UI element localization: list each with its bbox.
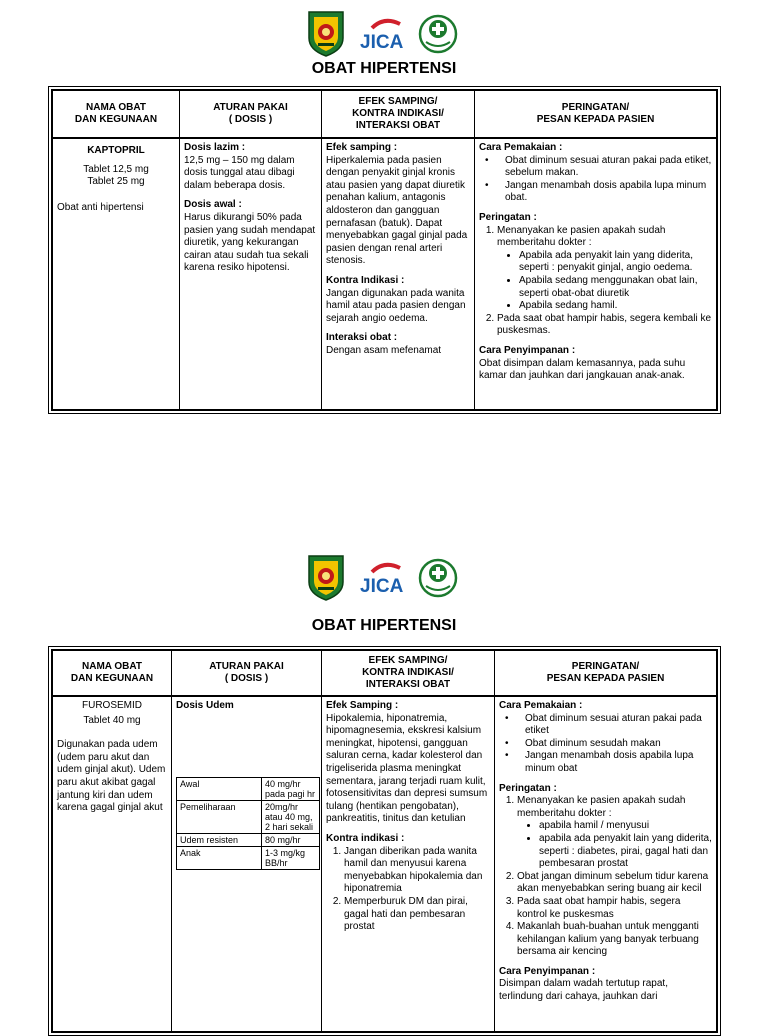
header-line: PERINGATAN/: [571, 661, 640, 672]
list-item: 2. Obat jangan diminum sebelum tidur karena akan menyebabkan sering buang air kecil: [517, 871, 712, 896]
logo-row: [306, 554, 458, 602]
effects-cell: [322, 697, 495, 1031]
header-warnings: [475, 91, 716, 137]
page-title: OBAT HIPERTENSI: [311, 617, 457, 634]
usual-dose-label: Dosis lazim :: [184, 142, 246, 153]
sub-list: [497, 250, 712, 313]
effects-cell: [322, 139, 475, 409]
page-title: OBAT HIPERTENSI: [311, 60, 457, 77]
header-line: EFEK SAMPING/: [358, 96, 438, 107]
list-item: [517, 795, 712, 871]
header-line: ATURAN PAKAI: [209, 661, 284, 672]
warning-list: [479, 225, 712, 338]
header-line: DAN KEGUNAAN: [70, 673, 154, 684]
drug-name-cell: [53, 139, 180, 409]
dose-amount: 1-3 mg/kg BB/hr: [262, 846, 320, 869]
side-effects: Hiperkalemia pada pasien dengan penyakit ginjal kronis atau pasien yang dapat diuretik penahan kalium, antagonis aldosteron dan gangguan pernafasan (batuk). Dapat menyebabkan gagal ginjal pada pasien dengan renal arteri stenosis.: [326, 154, 468, 267]
header-line: NAMA OBAT: [86, 102, 146, 113]
list-item: 3. Pada saat obat hampir habis, segera kontrol ke puskesmas: [517, 896, 712, 921]
list-item: 1. Jangan diberikan pada wanita hamil dan menyusui karena menyebabkan hipokalemia dan hiponatremia: [344, 846, 490, 896]
list-item: • Obat diminum sesuai aturan pakai pada etiket: [499, 713, 712, 738]
table-row: [177, 833, 320, 846]
contraindication-label: Kontra indikasi :: [326, 832, 405, 844]
list-item: 4. Makanlah buah-buahan untuk mengganti kehilangan kalium yang banyak terbuang bersama air kencing: [517, 921, 712, 959]
header-effects: [322, 91, 475, 137]
jica-logo: [358, 558, 406, 598]
header-effects: [322, 651, 495, 695]
list-item: • Jangan menambah dosis apabila lupa minum obat: [499, 750, 712, 775]
storage-label: Cara Penyimpanan :: [499, 965, 596, 977]
list-item-text: Pada saat obat hampir habis, segera kembali ke puskesmas.: [497, 312, 712, 337]
warnings-cell: [495, 697, 716, 1031]
usage-instructions-label: Cara Pemakaian :: [479, 142, 563, 153]
header-line: EFEK SAMPING/: [368, 655, 448, 666]
drug-table-kaptopril: [48, 86, 721, 414]
table-row: [177, 846, 320, 869]
list-item: [497, 225, 712, 313]
header-line: ( DOSIS ): [228, 114, 273, 125]
list-item: • apabila hamil / menyusui: [539, 820, 712, 833]
side-effects-label: Efek samping :: [326, 142, 398, 153]
list-item-text: Menanyakan ke pasien apakah sudah memberitahu dokter :: [497, 224, 666, 249]
regional-emblem-logo: [306, 554, 346, 602]
header-dosage: [180, 91, 322, 137]
dose-label: Dosis Udem: [176, 700, 234, 711]
header-line: KONTRA INDIKASI/: [352, 108, 444, 119]
dose-amount: 80 mg/hr: [262, 833, 320, 846]
header-line: ( DOSIS ): [224, 673, 269, 684]
dose-phase: Anak: [177, 846, 262, 869]
storage-text: Disimpan dalam wadah tertutup rapat, terlindung dari cahaya, jauhkan dari: [499, 978, 668, 1003]
table-row: [177, 800, 320, 833]
drug-name: KAPTOPRIL: [87, 145, 145, 156]
header-line: PESAN KEPADA PASIEN: [546, 673, 665, 684]
drug-name: FUROSEMID: [82, 700, 142, 711]
strength: Tablet 40 mg: [83, 714, 141, 726]
dosage-cell: [172, 697, 322, 1031]
list-item-text: Obat diminum sesuai aturan pakai pada etiket, sebelum makan.: [505, 154, 712, 179]
warning-label: Peringatan :: [499, 782, 557, 794]
logo-row: [306, 10, 458, 58]
list-item-text: Obat diminum sesudah makan: [525, 737, 661, 749]
header-line: NAMA OBAT: [82, 661, 142, 672]
table-row: [177, 777, 320, 800]
list-item: [497, 313, 712, 338]
list-item: • Apabila sedang hamil.: [519, 300, 712, 313]
list-item-text: Menanyakan ke pasien apakah sudah memberitahu dokter :: [517, 795, 686, 819]
list-item-text: Obat diminum sesuai aturan pakai pada etiket: [525, 712, 702, 737]
storage-text: Obat disimpan dalam kemasannya, pada suhu kamar dan jauhkan dari jangkauan anak-anak.: [479, 357, 686, 382]
list-item-text: Jangan menambah dosis apabila lupa minum obat: [525, 750, 694, 774]
interaction: Dengan asam mefenamat: [326, 344, 442, 356]
jica-logo: [358, 14, 406, 54]
side-effects-label: Efek Samping :: [326, 700, 399, 711]
list-item: • Jangan menambah dosis apabila lupa minum obat.: [479, 180, 712, 205]
header-dosage: [172, 651, 322, 695]
header-line: DAN KEGUNAAN: [74, 114, 158, 125]
header-line: PESAN KEPADA PASIEN: [536, 114, 655, 125]
drug-name-cell: [53, 697, 172, 1031]
side-effects: Hipokalemia, hiponatremia, hipomagnesemia, ekskresi kalsium meningkat, hipotensi, gangguan saluran cerna, kadar kolesterol dan trigeliserida plasma meningkat sementara, jarang terjadi ruam kulit, fotosensitivitas dan depresi sumsum tulang (hentikan pengobatan), pankreatitis, tinitus dan ketulian: [326, 712, 488, 825]
usual-dose: 12,5 mg – 150 mg dalam dosis tunggal atau dibagi dalam beberapa dosis.: [184, 154, 295, 191]
header-line: INTERAKSI OBAT: [355, 120, 441, 131]
list-item: • apabila ada penyakit lain yang diderita, seperti : diabetes, pirai, gagal hati dan pembesaran prostat: [539, 833, 712, 871]
list-item: 2. Memperburuk DM dan pirai, gagal hati dan pembesaran prostat: [344, 896, 490, 934]
drug-usage: Digunakan pada udem (udem paru akut dan udem ginjal akut). Udem paru akut akibat gagal jantung kiri dan udem karena gagal ginjal akut: [57, 739, 166, 814]
dose-phase: Pemeliharaan: [177, 800, 262, 833]
dose-table: [176, 777, 320, 870]
header-line: PERINGATAN/: [561, 102, 630, 113]
list-item: • Obat diminum sesudah makan: [505, 737, 661, 749]
warning-label: Peringatan :: [479, 211, 537, 223]
dose-phase: Udem resisten: [177, 833, 262, 846]
interaction-label: Interaksi obat :: [326, 332, 398, 344]
header-drug-name: [53, 91, 180, 137]
sub-list: [517, 820, 712, 870]
header-line: INTERAKSI OBAT: [365, 679, 451, 690]
svg-text:JICA: JICA: [360, 576, 404, 597]
warning-list: [499, 795, 712, 959]
usage-instructions-list: [479, 155, 712, 205]
warnings-cell: [475, 139, 716, 409]
drug-table-furosemid: [48, 646, 721, 1036]
list-item-text: Jangan menambah dosis apabila lupa minum obat.: [505, 179, 707, 204]
initial-dose-label: Dosis awal :: [184, 199, 242, 211]
dosage-cell: [180, 139, 322, 409]
contraindication-label: Kontra Indikasi :: [326, 274, 405, 286]
contraindication-list: [326, 846, 490, 934]
storage-label: Cara Penyimpanan :: [479, 344, 576, 356]
list-item: • Apabila sedang menggunakan obat lain, seperti obat-obat diuretik: [519, 275, 712, 300]
header-line: ATURAN PAKAI: [213, 102, 288, 113]
bakti-husada-logo: [418, 12, 458, 56]
usage-instructions-label: Cara Pemakaian :: [499, 700, 583, 711]
list-item: • Obat diminum sesuai aturan pakai pada etiket, sebelum makan.: [485, 154, 712, 179]
header-line: KONTRA INDIKASI/: [362, 667, 454, 678]
dose-amount: 40 mg/hr pada pagi hr: [262, 777, 320, 800]
strength: Tablet 12,5 mg: [83, 163, 149, 175]
list-item: • Apabila ada penyakit lain yang diderita, seperti : penyakit ginjal, angio oedema.: [519, 250, 712, 275]
strength: Tablet 25 mg: [87, 176, 145, 188]
bakti-husada-logo: [418, 556, 458, 600]
contraindication: Jangan digunakan pada wanita hamil atau pada pasien dengan sejarah angio oedema.: [326, 287, 466, 324]
initial-dose: Harus dikurangi 50% pada pasien yang sudah mendapat diuretik, yang kekurangan cairan atau sudah tua sekali karena resiko hipotensi.: [184, 211, 316, 274]
header-drug-name: [53, 651, 172, 695]
usage-instructions-list: [499, 713, 712, 776]
dose-amount: 20mg/hr atau 40 mg, 2 hari sekali: [262, 800, 320, 833]
regional-emblem-logo: [306, 10, 346, 58]
drug-usage: Obat anti hipertensi: [57, 201, 144, 213]
svg-text:JICA: JICA: [360, 32, 404, 53]
dose-phase: Awal: [177, 777, 262, 800]
header-warnings: [495, 651, 716, 695]
